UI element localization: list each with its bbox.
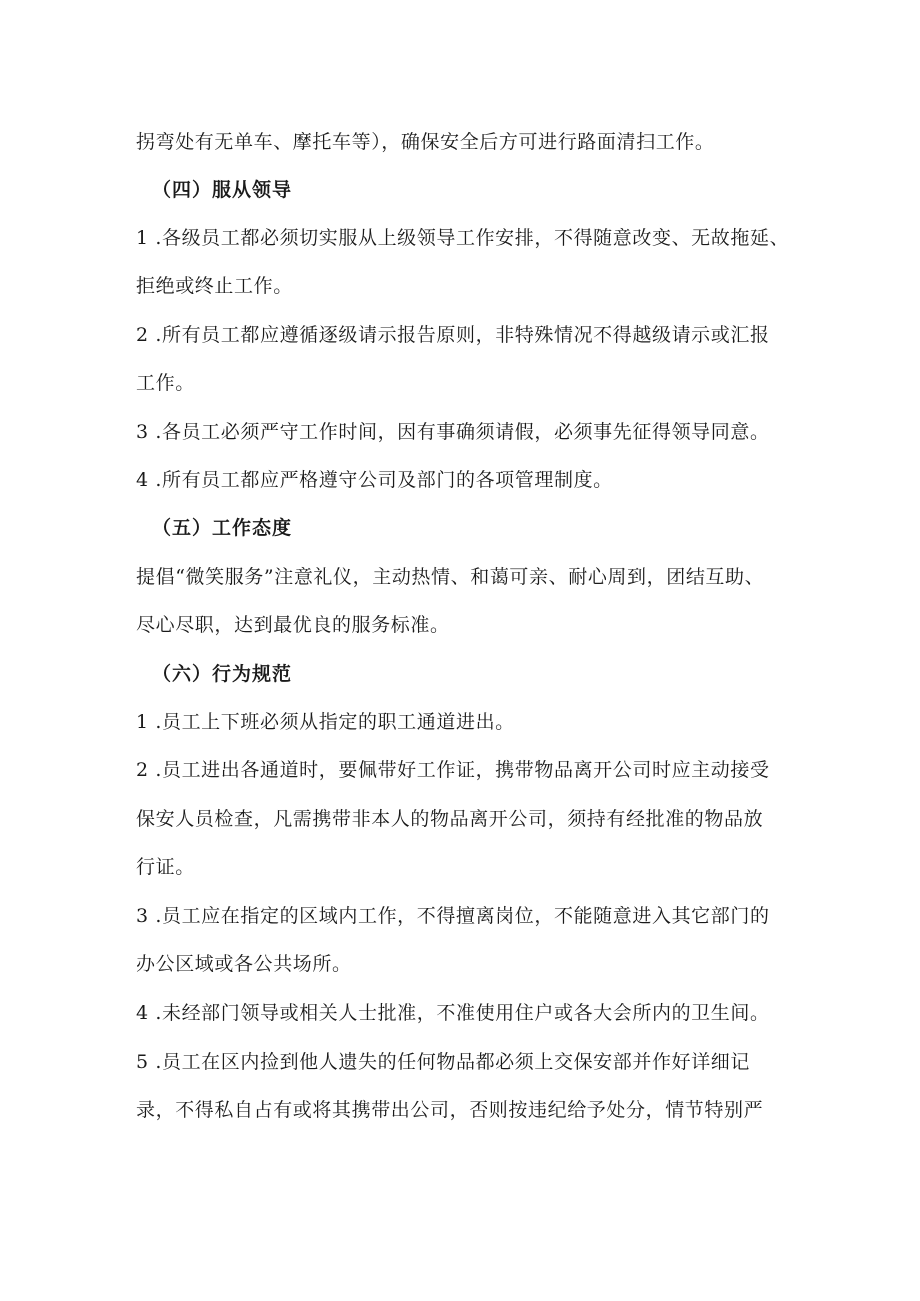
text-line: 拐弯处有无单车、摩托车等），确保安全后方可进行路面清扫工作。 <box>136 131 715 153</box>
section-heading-4: （四）服从领导 <box>152 179 293 201</box>
text-line: 提倡“微笑服务”注意礼仪，主动热情、和蔼可亲、耐心周到，团结互助、 <box>136 566 765 588</box>
text-line: 拒绝或终止工作。 <box>136 275 293 297</box>
text-line: 保安人员检查，凡需携带非本人的物品离开公司，须持有经批准的物品放 <box>136 808 764 830</box>
text-line: 3 .员工应在指定的区域内工作，不得擅离岗位，不能随意进入其它部门的 <box>136 905 770 927</box>
section-heading-6: （六）行为规范 <box>152 663 293 685</box>
text-line: 3 .各员工必须严守工作时间，因有事确须请假，必须事先征得领导同意。 <box>136 421 770 443</box>
text-line: 录，不得私自占有或将其携带出公司，否则按违纪给予处分，情节特别严 <box>136 1099 764 1121</box>
text-line: 1 .各级员工都必须切实服从上级领导工作安排，不得随意改变、无故拖延、 <box>136 227 790 249</box>
text-line: 工作。 <box>136 372 195 394</box>
text-line: 4 .所有员工都应严格遵守公司及部门的各项管理制度。 <box>136 469 613 491</box>
section-heading-5: （五）工作态度 <box>152 517 293 539</box>
text-line: 尽心尽职，达到最优良的服务标准。 <box>136 614 450 636</box>
text-line: 1 .员工上下班必须从指定的职工通道进出。 <box>136 711 515 733</box>
text-line: 办公区域或各公共场所。 <box>136 953 352 975</box>
text-line: 行证。 <box>136 856 195 878</box>
text-line: 4 .未经部门领导或相关人士批准，不准使用住户或各大会所内的卫生间。 <box>136 1002 770 1024</box>
text-line: 2 .员工进出各通道时，要佩带好工作证，携带物品离开公司时应主动接受 <box>136 759 770 781</box>
text-line: 2 .所有员工都应遵循逐级请示报告原则，非特殊情况不得越级请示或汇报 <box>136 324 770 346</box>
text-line: 5 .员工在区内捡到他人遗失的任何物品都必须上交保安部并作好详细记 <box>136 1051 750 1073</box>
